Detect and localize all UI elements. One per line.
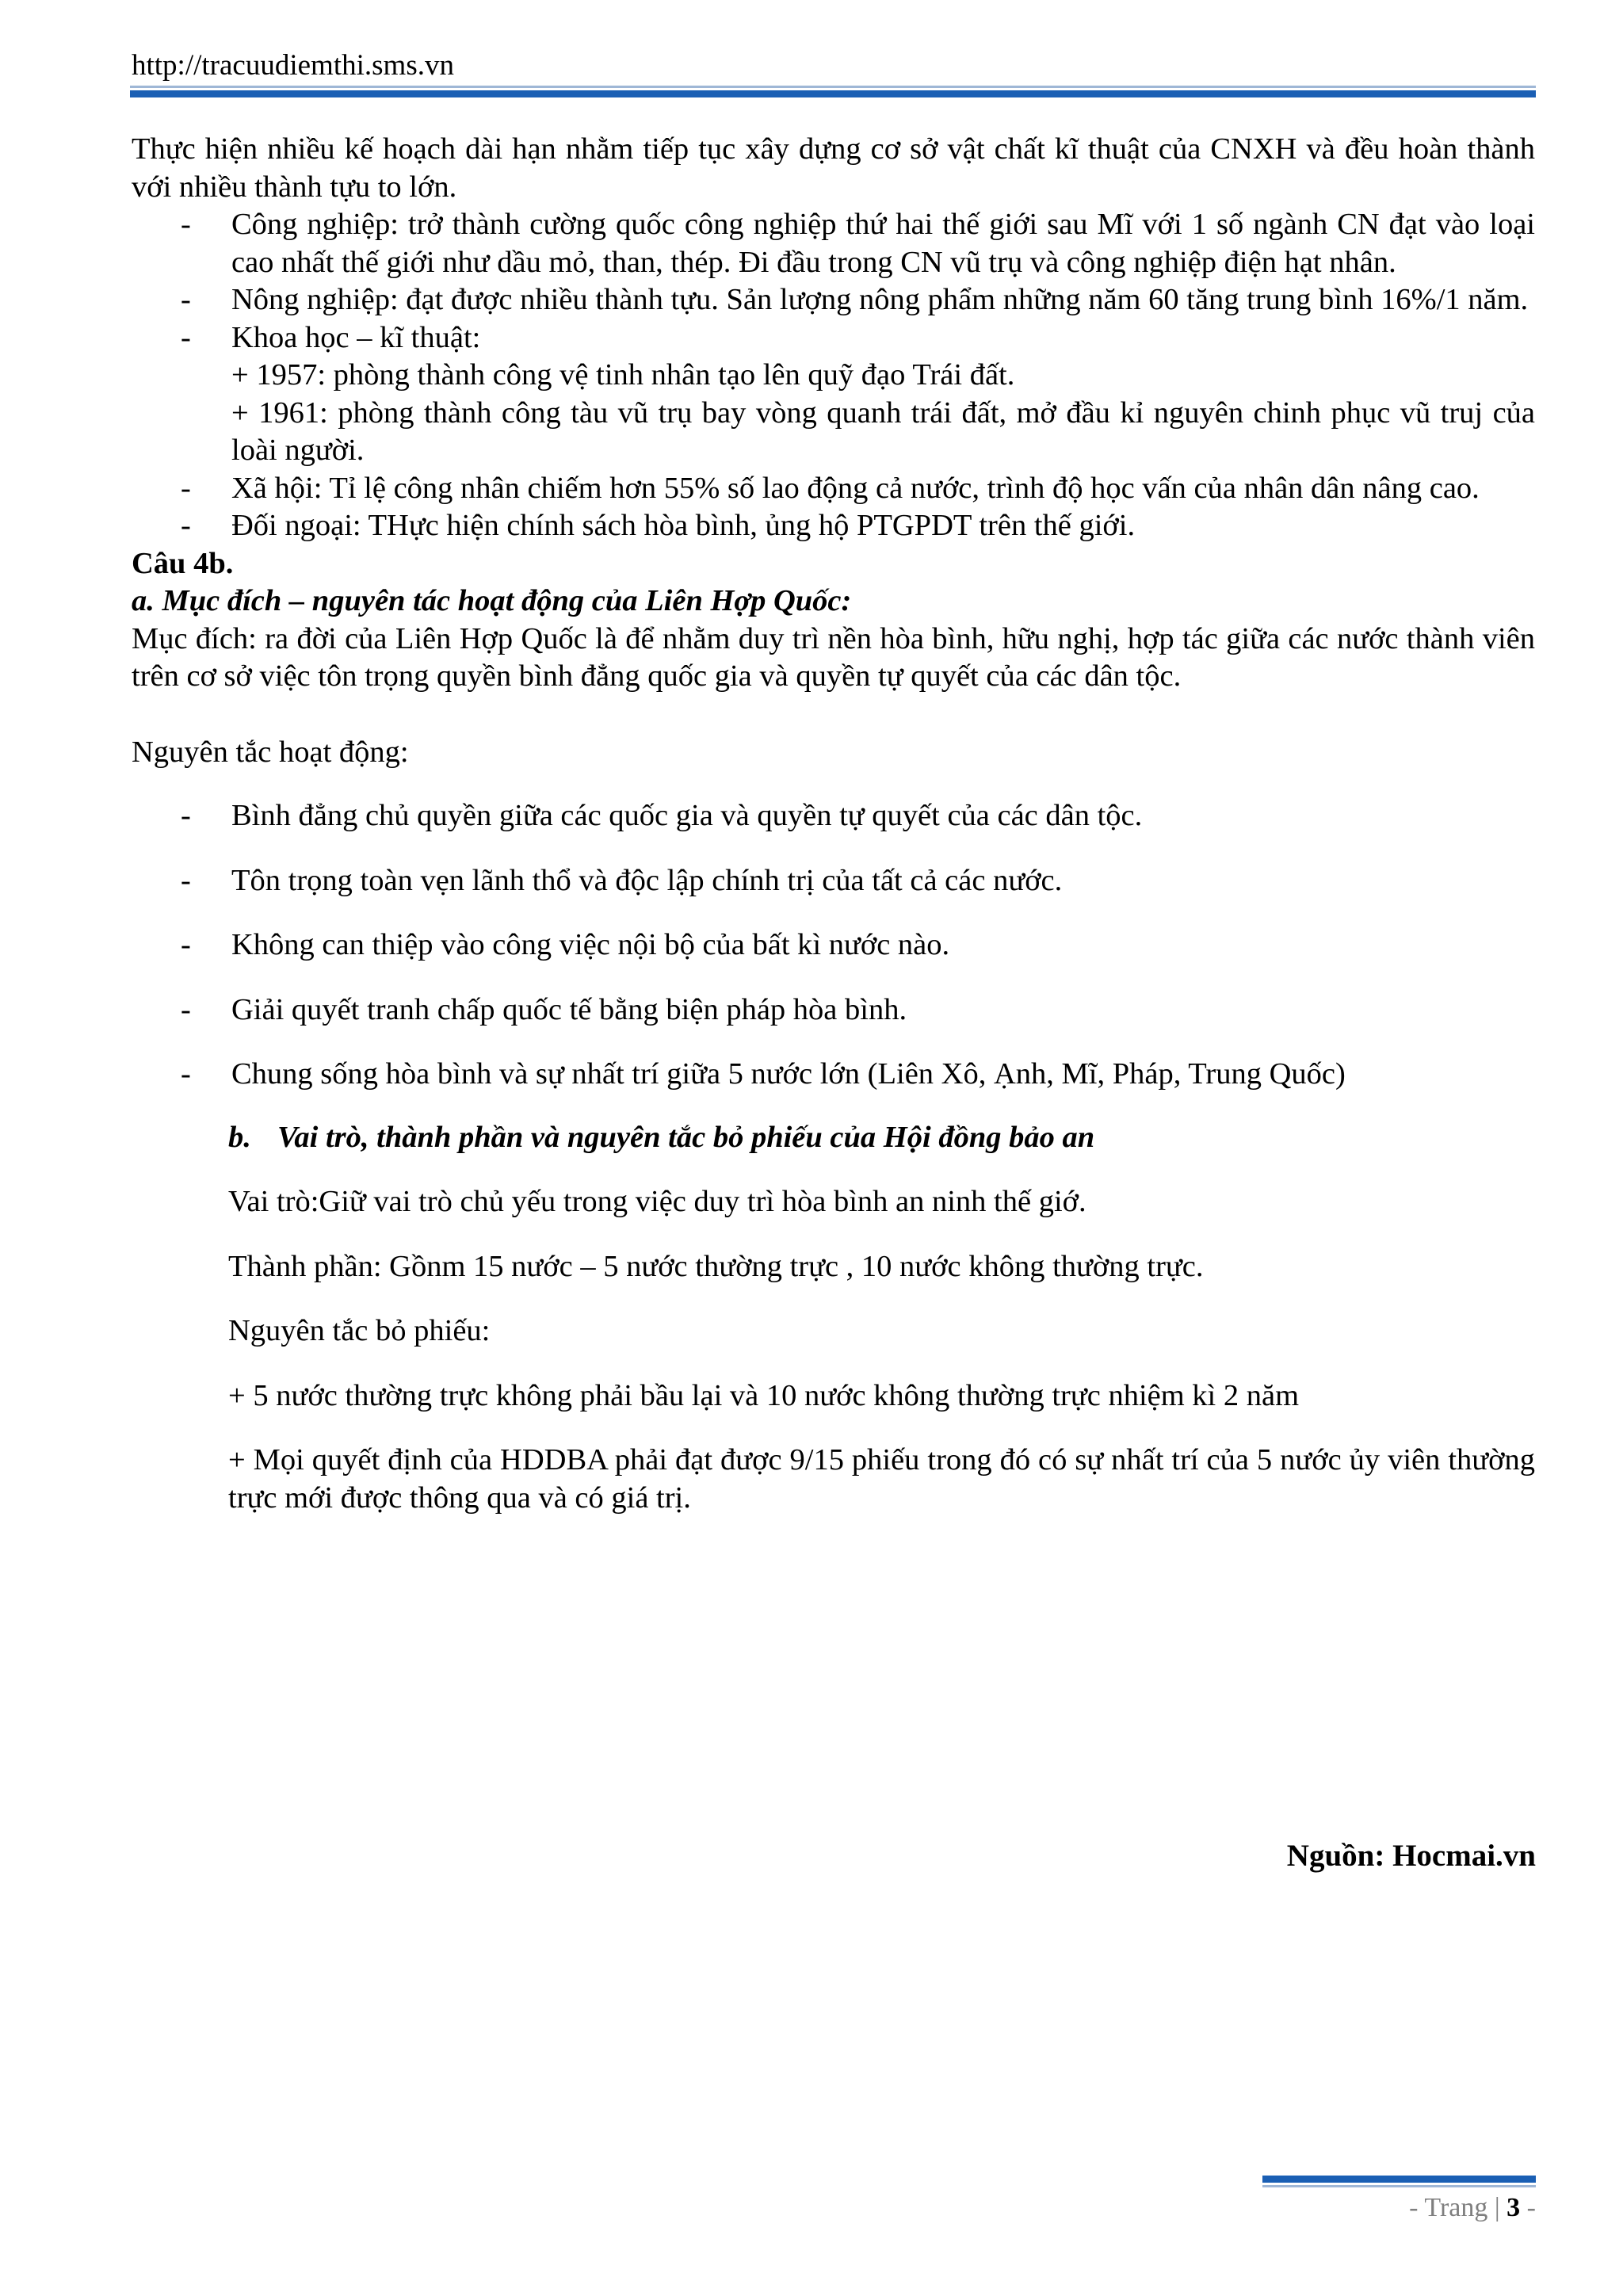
purpose-paragraph: Mục đích: ra đời của Liên Hợp Quốc là để nhằm duy trì nền hòa bình, hữu nghị, hợp tác giữa các nước thành viên trên cơ sở việc tôn trọng quyền bình đẳng quốc gia và quyền tự quyết của các dân tộc. <box>132 621 1535 693</box>
spacer <box>132 696 1535 734</box>
principle-text: Giải quyết tranh chấp quốc tế bằng biện pháp hòa bình. <box>231 992 907 1026</box>
source-credit: Nguồn: Hocmai.vn <box>1286 1839 1536 1873</box>
part-b-heading <box>228 1119 1535 1157</box>
footer-rule-thick <box>1262 2176 1536 2183</box>
part-b-label: b. <box>228 1120 251 1154</box>
list-marker: - <box>181 863 191 897</box>
page-number-separator: | <box>1494 2193 1500 2222</box>
voting-rule-1: + 5 nước thường trực không phải bầu lại và 10 nước không thường trực nhiệm kì 2 năm <box>228 1378 1300 1412</box>
list-item-text: Nông nghiệp: đạt được nhiều thành tựu. Sản lượng nông phẩm những năm 60 tăng trung bình 16%/1 năm. <box>231 283 1529 316</box>
page-number-prefix: - Trang <box>1409 2193 1495 2222</box>
voting-label: Nguyên tắc bỏ phiếu: <box>228 1314 491 1347</box>
list-item-society <box>132 470 1535 508</box>
intro-paragraph: Thực hiện nhiều kế hoạch dài hạn nhằm tiếp tục xây dựng cơ sở vật chất kĩ thuật của CNXH và đều hoàn thành với nhiều thành tựu to lớn. <box>132 132 1535 204</box>
list-marker: - <box>181 928 191 961</box>
principles-label: Nguyên tắc hoạt động: <box>132 735 409 769</box>
principle-text: Không can thiệp vào công việc nội bộ của bất kì nước nào. <box>231 928 950 961</box>
list-item-text: Đối ngoại: THực hiện chính sách hòa bình, ủng hộ PTGPDT trên thế giới. <box>231 509 1136 542</box>
part-b-section <box>132 1119 1535 1518</box>
page-number-suffix: - <box>1520 2193 1536 2222</box>
list-marker: - <box>181 208 191 241</box>
composition-paragraph: Thành phần: Gồnm 15 nước – 5 nước thường trực , 10 nước không thường trực. <box>228 1249 1204 1283</box>
science-item-1957: + 1957: phòng thành công vệ tinh nhân tạo lên quỹ đạo Trái đất. <box>231 358 1015 392</box>
list-marker: - <box>181 799 191 832</box>
header-rule-thick <box>130 90 1536 97</box>
principles-list <box>132 797 1535 1094</box>
list-marker: - <box>181 283 191 316</box>
list-item-industry <box>132 206 1535 281</box>
list-item-science <box>132 319 1535 470</box>
list-item-text: Khoa học – kĩ thuật: <box>231 320 481 354</box>
list-marker: - <box>181 320 191 354</box>
list-marker: - <box>181 1057 191 1091</box>
part-a-heading: a. Mục đích – nguyên tác hoạt động của Liên Hợp Quốc: <box>132 584 852 617</box>
principle-item <box>132 926 1535 965</box>
principle-text: Bình đẳng chủ quyền giữa các quốc gia và quyền tự quyết của các dân tộc. <box>231 799 1143 832</box>
list-item-foreign-policy <box>132 507 1535 545</box>
role-paragraph: Vai trò:Giữ vai trò chủ yếu trong việc duy trì hòa bình an ninh thế giớ. <box>228 1185 1086 1218</box>
principle-item <box>132 1056 1535 1094</box>
page-number-value: 3 <box>1507 2193 1521 2222</box>
list-item-text: Xã hội: Tỉ lệ công nhân chiếm hơn 55% số lao động cả nước, trình độ học vấn của nhân dân nâng cao. <box>231 471 1480 505</box>
principle-item <box>132 862 1535 900</box>
header-rule <box>130 86 1536 97</box>
list-item-text: Công nghiệp: trở thành cường quốc công nghiệp thứ hai thế giới sau Mĩ với 1 số ngành CN đạt vào loại cao nhất thế giới như dầu mỏ, than, thép. Đi đầu trong CN vũ trụ và công nghiệp điện hạt nhân. <box>231 208 1535 279</box>
footer-rule-thin <box>1262 2185 1536 2187</box>
page-number <box>1409 2191 1536 2225</box>
list-marker: - <box>181 509 191 542</box>
part-b-heading-text: Vai trò, thành phần và nguyên tắc bỏ phiếu của Hội đồng bảo an <box>277 1120 1095 1154</box>
principle-item <box>132 991 1535 1030</box>
document-body <box>132 131 1535 1517</box>
list-marker: - <box>181 471 191 505</box>
header-rule-thin <box>130 86 1536 88</box>
list-item-agriculture <box>132 281 1535 319</box>
principle-item <box>132 797 1535 835</box>
list-marker: - <box>181 992 191 1026</box>
principle-text: Tôn trọng toàn vẹn lãnh thổ và độc lập chính trị của tất cả các nước. <box>231 863 1063 897</box>
header-url: http://tracuudiemthi.sms.vn <box>132 49 454 82</box>
footer-rule <box>1262 2176 1536 2187</box>
science-item-1961: + 1961: phòng thành công tàu vũ trụ bay vòng quanh trái đất, mở đầu kỉ nguyên chinh phục vũ truj của loài người. <box>231 395 1535 467</box>
voting-rule-2: + Mọi quyết định của HDDBA phải đạt được 9/15 phiếu trong đó có sự nhất trí của 5 nước ủy viên thường trực mới được thông qua và có giá trị. <box>228 1443 1535 1515</box>
question-title: Câu 4b. <box>132 546 234 580</box>
principle-text: Chung sống hòa bình và sự nhất trí giữa 5 nước lớn (Liên Xô, Ạnh, Mĩ, Pháp, Trung Quốc) <box>231 1057 1346 1091</box>
